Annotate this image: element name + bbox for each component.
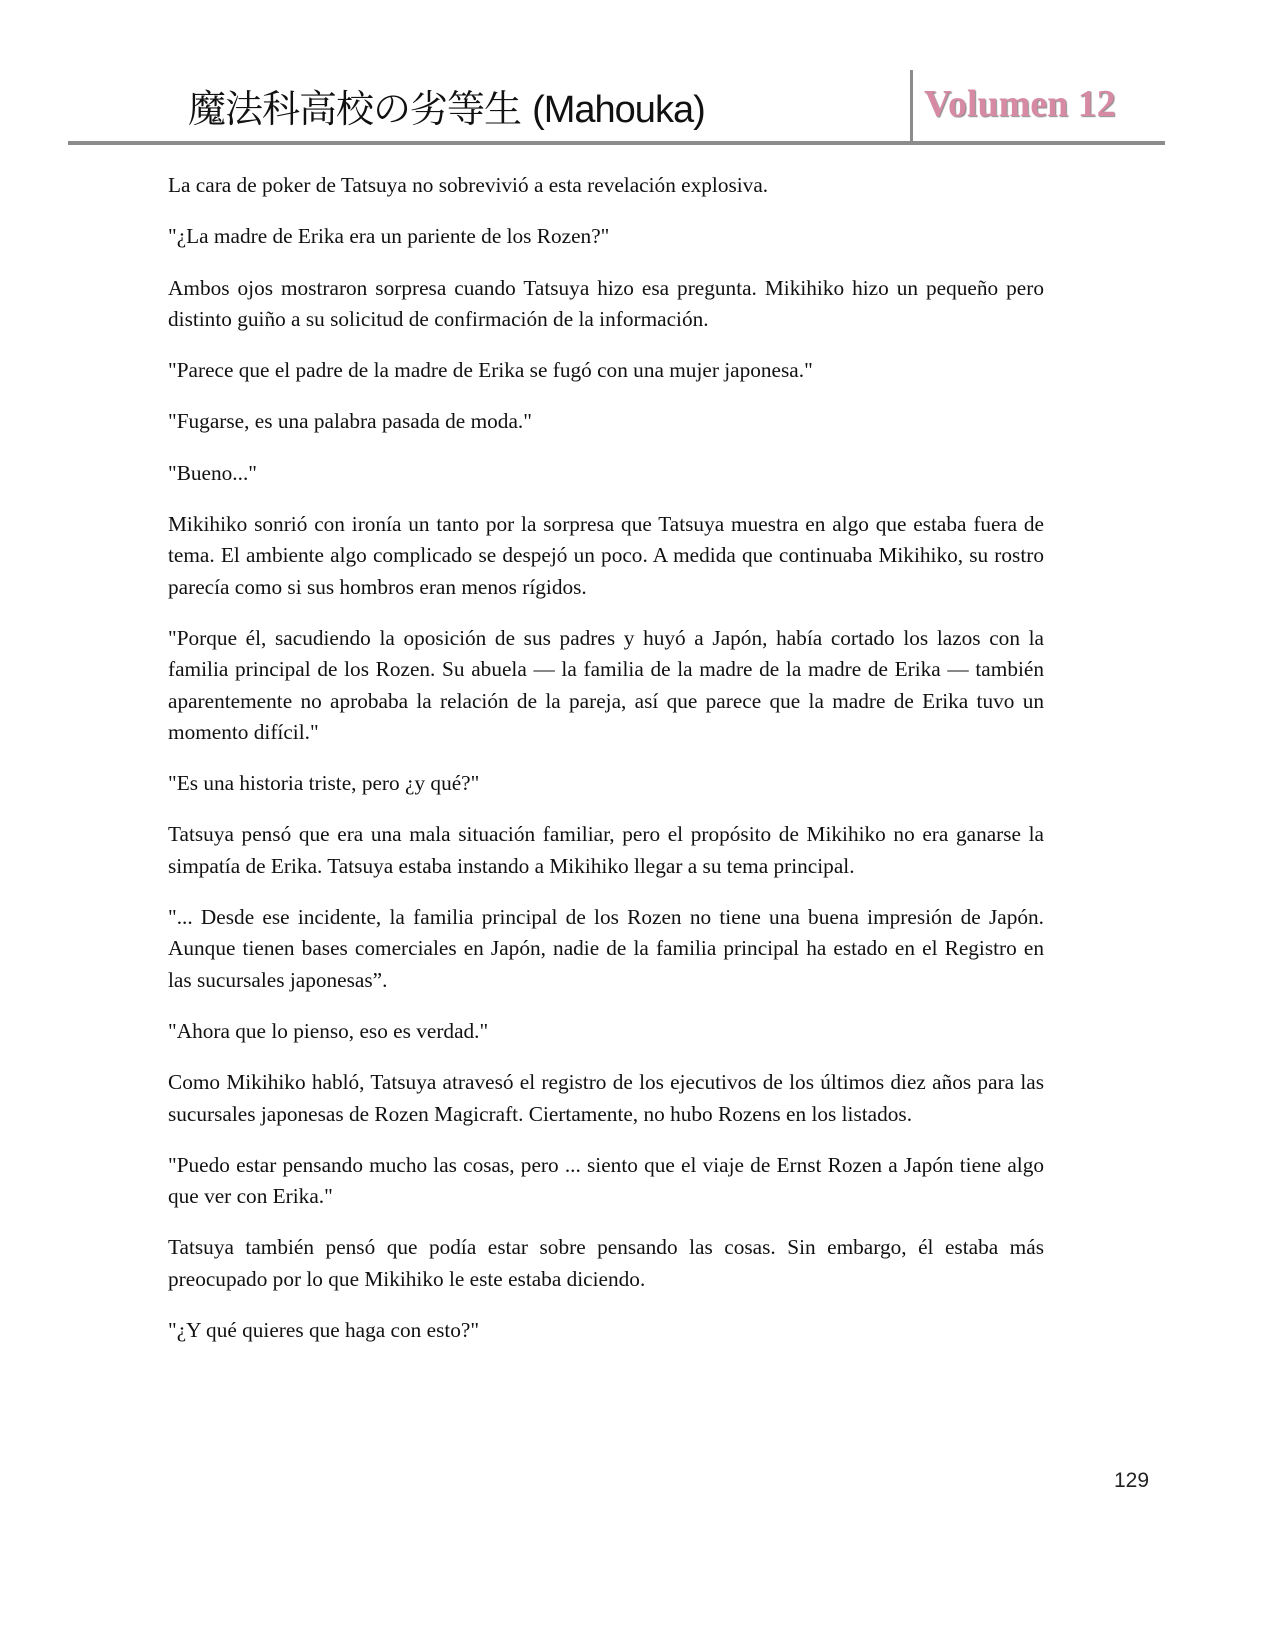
paragraph: "... Desde ese incidente, la familia principal de los Rozen no tiene una buena impresión de Japón. Aunque tienen bases comerciales en Japón, nadie de la familia principal ha estado en el Registro en las sucursales japonesas”. [168, 905, 1044, 992]
book-title-japanese: 魔法科高校の劣等生 [188, 87, 533, 131]
paragraph: "¿Y qué quieres que haga con esto?" [168, 1318, 480, 1343]
paragraph: Como Mikihiko habló, Tatsuya atravesó el registro de los ejecutivos de los últimos diez años para las sucursales japonesas de Rozen Magicraft. Ciertamente, no hubo Rozens en los listados. [168, 1070, 1044, 1126]
paragraph: Tatsuya también pensó que podía estar sobre pensando las cosas. Sin embargo, él estaba más preocupado por lo que Mikihiko le este estaba diciendo. [168, 1235, 1044, 1291]
page-body [168, 170, 1044, 1366]
paragraph: "¿La madre de Erika era un pariente de los Rozen?" [168, 224, 610, 249]
paragraph: Mikihiko sonrió con ironía un tanto por la sorpresa que Tatsuya muestra en algo que estaba fuera de tema. El ambiente algo complicado se despejó un poco. A medida que continuaba Mikihiko, su rostro parecía como si sus hombros eran menos rígidos. [168, 512, 1044, 599]
paragraph: "Es una historia triste, pero ¿y qué?" [168, 771, 480, 796]
volume-label: Volumen 12 [924, 83, 1116, 125]
paragraph: "Puedo estar pensando mucho las cosas, pero ... siento que el viaje de Ernst Rozen a Japón tiene algo que ver con Erika." [168, 1152, 1044, 1209]
paragraph: "Fugarse, es una palabra pasada de moda." [168, 409, 532, 434]
header-divider-vertical [910, 70, 913, 143]
paragraph: "Ahora que lo pienso, eso es verdad." [168, 1018, 489, 1043]
book-title-latin: (Mahouka) [532, 89, 705, 131]
paragraph: La cara de poker de Tatsuya no sobrevivió a esta revelación explosiva. [168, 173, 769, 197]
paragraph: Tatsuya pensó que era una mala situación familiar, pero el propósito de Mikihiko no era ganarse la simpatía de Erika. Tatsuya estaba instando a Mikihiko llegar a su tema principal. [168, 822, 1044, 878]
paragraph: "Bueno..." [168, 460, 257, 485]
page-number: 129 [1114, 1469, 1150, 1492]
paragraph: "Porque él, sacudiendo la oposición de sus padres y huyó a Japón, había cortado los lazos con la familia principal de los Rozen. Su abuela — la familia de la madre de la madre de Erika — también aparentemente no aprobaba la relación de la pareja, así que parece que la madre de Erika tuvo un momento difícil." [168, 625, 1044, 744]
header-divider-horizontal [68, 141, 1165, 145]
book-title [188, 78, 705, 133]
paragraph: "Parece que el padre de la madre de Erika se fugó con una mujer japonesa." [168, 358, 813, 383]
paragraph: Ambos ojos mostraron sorpresa cuando Tatsuya hizo esa pregunta. Mikihiko hizo un pequeño pero distinto guiño a su solicitud de confirmación de la información. [168, 275, 1044, 331]
